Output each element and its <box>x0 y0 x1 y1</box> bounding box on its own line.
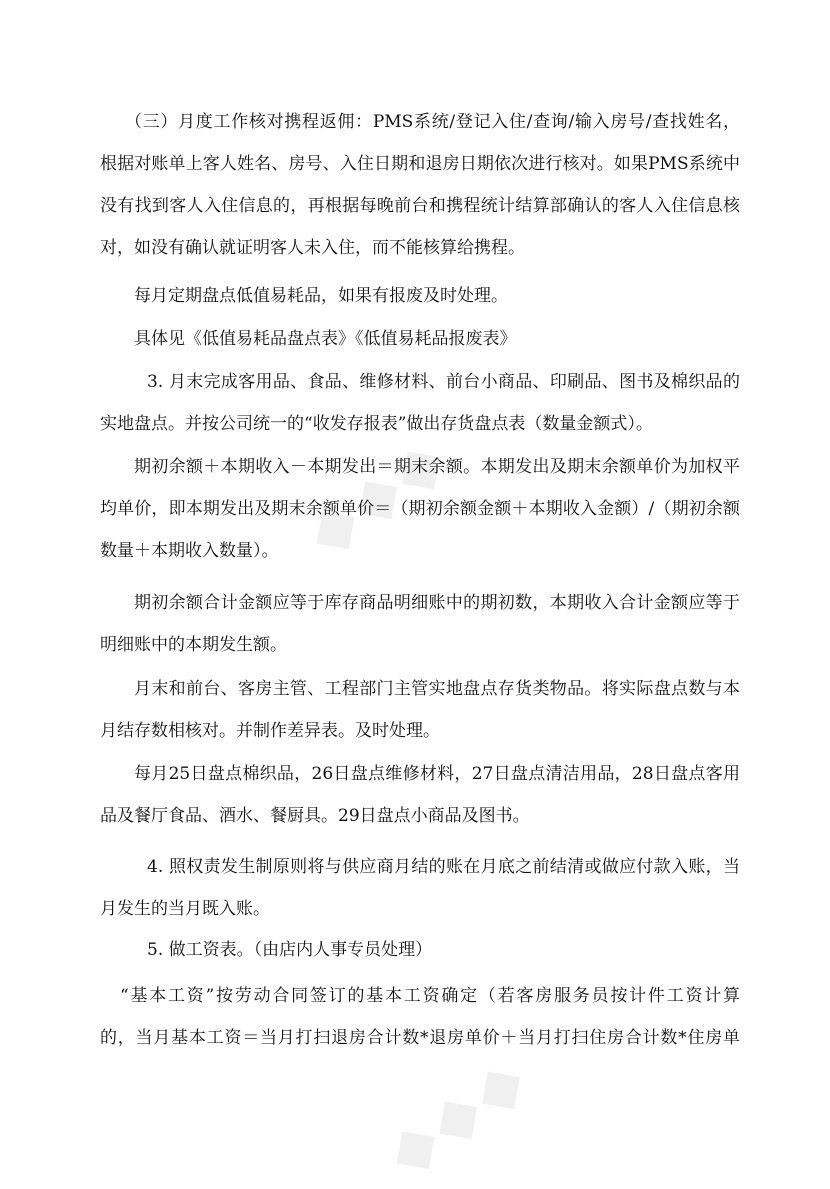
paragraph <box>100 929 740 971</box>
text-line: 期初余额合计金额应等于库存商品明细账中的期初数，本期收入合计金额应等于 <box>134 593 740 613</box>
paragraph <box>100 361 740 445</box>
text-line: 对，如没有确认就证明客人未入住，而不能核算给携程。 <box>100 238 525 258</box>
text-line: 月结存数相核对。并制作差异表。及时处理。 <box>100 721 440 741</box>
paragraph <box>100 975 740 1059</box>
text-line: 5. 做工资表。（由店内人事专员处理） <box>147 940 433 960</box>
text-line: 3. 月末完成客用品、食品、维修材料、前台小商品、印刷品、图书及棉织品的 <box>147 372 740 392</box>
text-line: 每月定期盘点低值易耗品，如果有报废及时处理。 <box>134 286 508 306</box>
text-line: 实地盘点。并按公司统一的“收发存报表”做出存货盘点表（数量金额式）。 <box>100 414 653 434</box>
text-line: 数量＋本期收入数量）。 <box>100 541 279 561</box>
watermark: ◆◆◆ <box>294 421 463 569</box>
text-line: 没有找到客人入住信息的，再根据每晚前台和携程统计结算部确认的客人入住信息核 <box>100 196 740 216</box>
text-line: 明细账中的本期发生额。 <box>100 635 287 655</box>
paragraph <box>100 668 740 752</box>
watermark: ◆◆◆ <box>374 1041 543 1189</box>
paragraph <box>100 101 740 269</box>
paragraph <box>100 275 740 317</box>
paragraph <box>100 446 740 572</box>
paragraph <box>100 846 740 930</box>
paragraph <box>100 753 740 837</box>
text-line: 月末和前台、客房主管、工程部门主管实地盘点存货类物品。将实际盘点数与本 <box>134 679 740 699</box>
text-line: 的，当月基本工资＝当月打扫退房合计数*退房单价＋当月打扫住房合计数*住房单 <box>100 1028 740 1048</box>
paragraph <box>100 582 740 666</box>
text-line: 均单价，即本期发出及期末余额单价＝（期初余额金额＋本期收入金额）/（期初余额 <box>100 499 740 519</box>
text-line: 月发生的当月既入账。 <box>100 899 270 919</box>
text-line: 根据对账单上客人姓名、房号、入住日期和退房日期依次进行核对。如果PMS系统中 <box>100 154 740 174</box>
paragraph <box>100 318 740 360</box>
text-line: 具体见《低值易耗品盘点表》《低值易耗品报废表》 <box>134 329 517 349</box>
text-line: 期初余额＋本期收入－本期发出＝期末余额。本期发出及期末余额单价为加权平 <box>134 457 740 477</box>
text-line: 品及餐厅食品、酒水、餐厨具。29日盘点小商品及图书。 <box>100 806 530 826</box>
text-line: （三）月度工作核对携程返佣：PMS系统/登记入住/查询/输入房号/查找姓名， <box>125 112 740 132</box>
text-line: 4. 照权责发生制原则将与供应商月结的账在月底之前结清或做应付款入账，当 <box>147 857 740 877</box>
text-line: 每月25日盘点棉织品，26日盘点维修材料，27日盘点清洁用品，28日盘点客用 <box>134 764 740 784</box>
text-line: “基本工资”按劳动合同签订的基本工资确定（若客房服务员按计件工资计算 <box>120 986 740 1006</box>
